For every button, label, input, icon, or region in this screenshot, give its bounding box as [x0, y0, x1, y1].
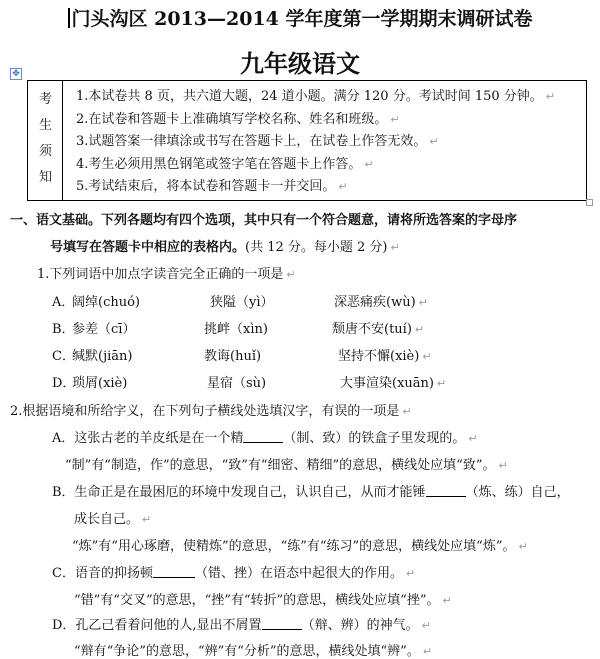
notice-item: 3.试题答案一律填涂或书写在答题卡上，在试卷上作答无效。 ↵ [76, 134, 439, 149]
q2-option-b-note: “炼”有“用心琢磨，使精炼”的意思，“练”有“练习”的意思，横线处应填“炼”。 ↵ [72, 539, 528, 554]
notice-list [76, 86, 555, 199]
notice-item: 5.考试结束后，将本试卷和答题卡一并交回。 ↵ [76, 179, 348, 194]
paragraph-mark-icon: ↵ [421, 619, 431, 632]
paragraph-mark-icon: ↵ [422, 645, 433, 658]
q2-option-a-note: “制”有“制造，作”的意思，“致”有“细密、精细”的意思，横线处应填“致”。 ↵ [65, 458, 508, 473]
paragraph-mark-icon: ↵ [414, 323, 425, 336]
paragraph-mark-icon: ↵ [286, 268, 296, 281]
q2-option-a: A．这张古老的羊皮纸是在一个精 （制、致）的铁盒子里发现的。 ↵ [52, 431, 478, 446]
paragraph-mark-icon: ↵ [436, 377, 447, 390]
answer-blank [243, 430, 283, 443]
notice-item: 1.本试卷共 8 页，共六道大题，24 道小题。满分 120 分。考试时间 150 分钟。 ↵ [76, 89, 555, 104]
section1-heading-cont: 号填写在答题卡中相应的表格内。(共 12 分。每小题 2 分) ↵ [50, 240, 400, 255]
candidate-notice-table [27, 80, 587, 201]
answer-blank [262, 617, 302, 630]
paragraph-mark-icon: ↵ [498, 459, 508, 472]
q2-option-b: B．生命正是在最困厄的环境中发现自己，认识自己，从而才能锤 （炼、练）自己， [52, 485, 570, 500]
q2-option-d-note: “辩有“争论”的意思，“辨”有“分析”的意思，横线处填“辨”。 ↵ [74, 644, 433, 659]
answer-blank [426, 484, 466, 497]
paragraph-mark-icon: ↵ [338, 180, 348, 193]
exam-title [0, 4, 600, 31]
exam-subtitle: 九年级语文 [240, 49, 360, 78]
q2-option-c-note: “错”有“交叉”的意思，“挫”有“转折”的意思，横线处应填“挫”。 ↵ [74, 593, 452, 608]
q2-option-c: C．语音的抑扬顿 （错、挫）在语态中起很大的作用。 ↵ [52, 566, 416, 581]
paragraph-mark-icon: ↵ [442, 594, 452, 607]
q1-stem: 1.下列词语中加点字读音完全正确的一项是 ↵ [37, 267, 296, 282]
section1-heading: 一、语文基础。下列各题均有四个选项，其中只有一个符合题意，请将所选答案的字母序 [10, 213, 518, 228]
paragraph-mark-icon: ↵ [364, 157, 374, 171]
paragraph-mark-icon: ↵ [405, 567, 416, 580]
notice-label [28, 87, 63, 191]
paragraph-mark-icon: ↵ [418, 296, 428, 309]
paragraph-mark-icon: ↵ [390, 112, 400, 126]
paragraph-mark-icon: ↵ [468, 432, 478, 445]
q2-option-d: D．孔乙己看着问他的人,显出不屑置 （辩、辨）的神气。 ↵ [52, 618, 431, 633]
q2-stem: 2.根据语境和所给字义，在下列句子横线处选填汉字，有误的一项是 ↵ [10, 404, 412, 419]
paragraph-mark-icon: ↵ [545, 90, 555, 103]
paragraph-mark-icon: ↵ [390, 241, 400, 254]
table-resize-handle-icon[interactable] [586, 199, 593, 206]
paragraph-mark-icon: ↵ [518, 540, 528, 553]
notice-label-char: 知 [38, 170, 52, 185]
exam-page: 门头沟区 2013—2014 学年度第一学期期末调研试卷 九年级语文 ✥ 考 生 须 知 1.本试卷共 8 页，共六道大题，24 道小题。满分 120 分。考试时间 150 分钟。 ↵ 2.在试卷和答题卡上准确填写学校名称、姓名和班级。 ↵ 3.试题答案一律填涂或书写在答题卡上，在试卷上作答无效。 ↵ 4.考生必须用黑色钢笔或签字笔在答题卡上作答。 ↵ 5.考试结束后，将本试卷和答题卡一并交回。 ↵ 一、语文基础。下列各题均有四个选项，其中只有一个符合题意，请将所选答案的字母序 号填写在答题卡中相应的表格内。(共 12 分。每小题 2 分) ↵ 1.下列词语中加点字读音完全正确的一项是 ↵ A． 阔绰(chuó) 狭隘（yì） 深恶痛疾(wù) ↵ B． 参差（cī） 挑衅（xìn) 颓唐不安(tuí) ↵ C． 缄默(jiān) 教诲(huǐ) 坚持不懈(xiè) ↵ D． 琐屑(xiè) 星宿（sù) 大事渲染(xuān) ↵ 2.根据语境和所给字义，在下列句子横线处选填汉字，有误的一项是 ↵ A．这张古老的羊皮纸是在一个精 （制、致）的铁盒子里发现的。 ↵ “制”有“制造，作”的意思，“致”有“细密、精细”的意思，横线处应填“致”。 ↵ B．生命正是在最困厄的环境中发现自己，认识自己，从而才能锤 （炼、练）自己， 成长自己。 ↵ “炼”有“用心琢磨，使精炼”的意思，“练”有“练习”的意思，横线处应填“炼”。 ↵ C．语音的抑扬顿 （错、挫）在语态中起很大的作用。 ↵ “错”有“交叉”的意思，“挫”有“转折”的意思，横线处应填“挫”。 ↵ D．孔乙己看着问他的人,显出不屑置 （辩、辨）的神气。 ↵ “辩有“争论”的意思，“辨”有“分析”的意思，横线处填“辨”。 ↵ [0, 0, 600, 653]
notice-label-char: 须 [38, 144, 52, 159]
paragraph-mark-icon: ↵ [402, 405, 412, 418]
table-move-handle-icon[interactable]: ✥ [10, 68, 22, 80]
paragraph-mark-icon: ↵ [429, 135, 439, 148]
notice-label-char: 生 [38, 118, 52, 133]
notice-item: 2.在试卷和答题卡上准确填写学校名称、姓名和班级。 ↵ [76, 111, 400, 127]
answer-blank [153, 565, 195, 578]
notice-label-char: 考 [38, 92, 52, 107]
text-cursor [68, 8, 70, 28]
paragraph-mark-icon: ↵ [422, 350, 432, 363]
notice-item: 4.考生必须用黑色钢笔或签字笔在答题卡上作答。 ↵ [76, 156, 374, 172]
paragraph-mark-icon: ↵ [142, 513, 152, 526]
q2-option-b-cont: 成长自己。 ↵ [74, 512, 152, 527]
notice-label-cell [28, 81, 63, 200]
exam-title-text: 门头沟区 2013—2014 学年度第一学期期末调研试卷 [71, 8, 533, 30]
